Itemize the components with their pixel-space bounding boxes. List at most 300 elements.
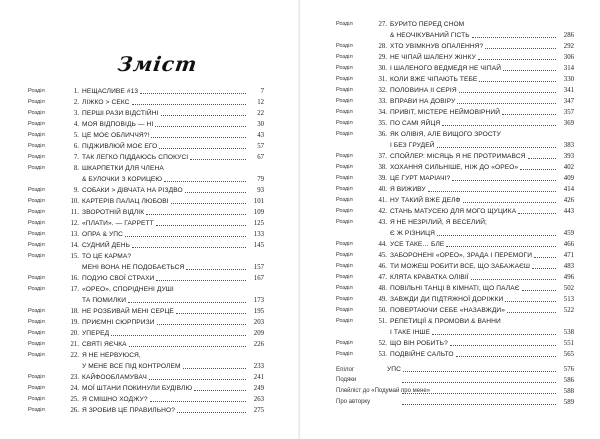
toc-entry bbox=[336, 195, 574, 206]
chapter-number: 48. bbox=[378, 285, 387, 292]
toc-entry bbox=[28, 97, 264, 108]
toc-entry-extra bbox=[336, 397, 574, 408]
chapter-label: Розділ bbox=[336, 43, 353, 49]
chapter-title-line bbox=[82, 86, 248, 97]
page-number: 369 bbox=[563, 120, 574, 127]
toc-entry bbox=[336, 272, 574, 283]
page-number: 383 bbox=[563, 142, 574, 149]
leader-dots bbox=[471, 279, 556, 280]
chapter-title-line bbox=[390, 206, 558, 217]
chapter-title-text: ПО САМІ ЯЙЦЯ bbox=[390, 120, 441, 127]
page-number: 443 bbox=[563, 208, 574, 215]
chapter-title-text: І БЕЗ ГРУДЕЙ bbox=[390, 142, 435, 149]
toc-entry bbox=[336, 316, 574, 338]
chapter-title bbox=[390, 63, 558, 74]
chapter-title-text: І ТАКЕ ІНШЕ bbox=[390, 329, 431, 336]
section-title-line bbox=[387, 364, 558, 375]
page-number: 241 bbox=[253, 374, 264, 381]
chapter-title-line bbox=[390, 96, 558, 107]
toc-entry bbox=[336, 217, 574, 239]
leader-dots bbox=[502, 114, 556, 115]
chapter-title bbox=[82, 317, 248, 328]
chapter-number: 27. bbox=[378, 21, 387, 28]
chapter-number: 10. bbox=[70, 198, 79, 205]
chapter-title-text: Я ВИЖИВУ bbox=[390, 186, 426, 193]
chapter-label: Розділ bbox=[28, 308, 45, 314]
toc-entry bbox=[336, 250, 574, 261]
chapter-number: 37. bbox=[378, 153, 387, 160]
chapter-title-line bbox=[390, 228, 558, 239]
section-label: Про авторку bbox=[336, 399, 371, 405]
page-number: 471 bbox=[563, 252, 574, 259]
chapter-number: 31. bbox=[378, 76, 387, 83]
toc-entry bbox=[28, 141, 264, 152]
chapter-title-line bbox=[82, 251, 248, 262]
chapter-title bbox=[390, 96, 558, 107]
chapter-label: Розділ bbox=[28, 99, 45, 105]
chapter-number: 4. bbox=[73, 121, 79, 128]
leader-dots bbox=[129, 346, 246, 347]
toc-entry bbox=[28, 108, 264, 119]
chapter-number: 29. bbox=[378, 54, 387, 61]
toc-entry bbox=[28, 119, 264, 130]
chapter-title-line bbox=[390, 41, 558, 52]
section-title bbox=[400, 397, 558, 408]
chapter-label: Розділ bbox=[28, 143, 45, 149]
chapter-title-line bbox=[390, 338, 558, 349]
chapter-title-line bbox=[390, 272, 558, 283]
chapter-title bbox=[390, 162, 558, 173]
chapter-title-line bbox=[390, 184, 558, 195]
chapter-title-text: СОБАКИ > ДІВЧАТА НА РІЗДВО bbox=[82, 187, 183, 194]
chapter-label: Розділ bbox=[336, 131, 353, 137]
chapter-title bbox=[82, 152, 248, 163]
toc-entry bbox=[336, 107, 574, 118]
chapter-title bbox=[82, 207, 248, 218]
toc-entry bbox=[336, 74, 574, 85]
chapter-title bbox=[390, 85, 558, 96]
chapter-number: 50. bbox=[378, 307, 387, 314]
toc-entry bbox=[28, 196, 264, 207]
page-number: 347 bbox=[563, 98, 574, 105]
toc-entry bbox=[336, 184, 574, 195]
chapter-title-text: & НЕОЧІКУВАНИЙ ГІСТЬ bbox=[390, 32, 470, 39]
chapter-title-line bbox=[82, 339, 248, 350]
toc-entry bbox=[336, 151, 574, 162]
leader-dots bbox=[463, 202, 556, 203]
chapter-label: Розділ bbox=[336, 120, 353, 126]
leader-dots bbox=[140, 93, 246, 94]
toc-list-left bbox=[28, 86, 264, 416]
leader-dots bbox=[442, 125, 556, 126]
chapter-title-text: І ШАЛЕНОГО ВЕДМЕДЯ НЕ ЧІПАЙ bbox=[390, 65, 502, 72]
chapter-title-text: ПОЛОВИНА ІІ СЕРІЯ bbox=[390, 87, 457, 94]
toc-entry bbox=[28, 339, 264, 350]
toc-entry bbox=[28, 163, 264, 185]
toc-entry bbox=[28, 328, 264, 339]
chapter-title-text: ТАК ЛЕГКО ПІДДАЮСЬ СПОКУСІ bbox=[82, 154, 189, 161]
chapter-title-text: ПІДЖИВЛЮЙ МОЄ ЕГО bbox=[82, 143, 158, 150]
chapter-title-text: ХОХАННЯ СИЛЬНІШЕ, НІЖ ДО «ОРЕО» bbox=[390, 164, 519, 171]
toc-entry bbox=[336, 349, 574, 360]
chapter-number: 19. bbox=[70, 319, 79, 326]
chapter-title-line bbox=[82, 141, 248, 152]
chapter-number: 20. bbox=[70, 330, 79, 337]
chapter-title-text: МЕНІ ВОНА НЕ ПОДОБАЄТЬСЯ bbox=[82, 264, 185, 271]
leader-dots bbox=[478, 59, 556, 60]
leader-dots bbox=[432, 334, 556, 335]
leader-dots bbox=[146, 214, 246, 215]
chapter-title bbox=[82, 119, 248, 130]
chapter-label: Розділ bbox=[28, 286, 45, 292]
toc-entry bbox=[28, 218, 264, 229]
chapter-title-text: Я НЕ НЕЗРІЛИЙ, Я ВЕСЕЛИЙ; bbox=[390, 219, 487, 226]
leader-dots bbox=[507, 312, 556, 313]
section-title-text: УПС bbox=[387, 366, 401, 373]
leader-dots bbox=[177, 412, 246, 413]
chapter-number: 7. bbox=[73, 154, 79, 161]
page-number: 249 bbox=[253, 385, 264, 392]
leader-dots bbox=[534, 257, 556, 258]
chapter-title-line bbox=[390, 283, 558, 294]
leader-dots bbox=[185, 192, 246, 193]
leader-dots bbox=[528, 158, 556, 159]
page-number: 195 bbox=[253, 308, 264, 315]
page-number: 145 bbox=[253, 242, 264, 249]
chapter-title bbox=[82, 185, 248, 196]
chapter-label: Розділ bbox=[28, 341, 45, 347]
toc-entry bbox=[28, 405, 264, 416]
chapter-title-text: У МЕНЕ ВСЕ ПІД КОНТРОЛЕМ bbox=[82, 363, 181, 370]
chapter-title-text: ПЕРШІ РАЗИ ВІДСТІЙНІ bbox=[82, 110, 159, 117]
chapter-title-text: МОЯ ВІДПОВІДЬ — НІ bbox=[82, 121, 154, 128]
chapter-label: Розділ bbox=[336, 98, 353, 104]
chapter-title-line bbox=[82, 361, 248, 372]
chapter-number: 23. bbox=[70, 374, 79, 381]
chapter-title bbox=[390, 195, 558, 206]
leader-dots bbox=[190, 159, 246, 160]
leader-dots bbox=[183, 368, 246, 369]
chapter-number: 17. bbox=[70, 286, 79, 293]
toc-entry-epilog bbox=[336, 364, 574, 375]
page-number: 357 bbox=[563, 109, 574, 116]
chapter-title bbox=[390, 41, 558, 52]
chapter-title bbox=[82, 141, 248, 152]
chapter-title bbox=[82, 240, 248, 251]
leader-dots bbox=[132, 247, 246, 248]
page-number: 109 bbox=[253, 209, 264, 216]
chapter-number: 2. bbox=[73, 99, 79, 106]
chapter-title-text: Я ЗРОБИВ ЦЕ ПРАВИЛЬНО? bbox=[82, 407, 176, 414]
chapter-number: 35. bbox=[378, 120, 387, 127]
page-number: 522 bbox=[563, 307, 574, 314]
leader-dots bbox=[150, 401, 246, 402]
page-number: 286 bbox=[563, 32, 574, 39]
chapter-title-text: ЦЕ ГУРТ МАРІАЧІ? bbox=[390, 175, 451, 182]
chapter-title-line bbox=[390, 140, 558, 151]
chapter-label: Розділ bbox=[28, 242, 45, 248]
chapter-title-text: Є Ж РІЗНИЦЯ bbox=[390, 230, 435, 237]
chapter-number: 47. bbox=[378, 274, 387, 281]
chapter-number: 32. bbox=[378, 87, 387, 94]
leader-dots bbox=[452, 180, 556, 181]
chapter-title bbox=[82, 163, 248, 185]
toc-entry bbox=[28, 372, 264, 383]
chapter-title-line bbox=[82, 317, 248, 328]
chapter-title-line bbox=[390, 239, 558, 250]
toc-entry bbox=[28, 240, 264, 251]
chapter-title-line bbox=[82, 218, 248, 229]
chapter-title-line bbox=[82, 229, 248, 240]
chapter-title bbox=[390, 250, 558, 261]
page-number: 133 bbox=[253, 231, 264, 238]
leader-dots bbox=[176, 313, 246, 314]
toc-entry bbox=[336, 283, 574, 294]
chapter-number: 6. bbox=[73, 143, 79, 150]
chapter-title bbox=[82, 328, 248, 339]
chapter-title bbox=[82, 339, 248, 350]
toc-entry bbox=[28, 130, 264, 141]
chapter-title bbox=[82, 306, 248, 317]
chapter-label: Розділ bbox=[28, 253, 45, 259]
page-number: 426 bbox=[563, 197, 574, 204]
chapter-number: 11. bbox=[70, 209, 79, 216]
chapter-title-text: ВПРАВИ НА ДОВІРУ bbox=[390, 98, 456, 105]
chapter-title bbox=[390, 338, 558, 349]
page-number: 513 bbox=[563, 296, 574, 303]
page-number: 292 bbox=[563, 43, 574, 50]
chapter-title-line bbox=[82, 295, 248, 306]
toc-entry bbox=[28, 152, 264, 163]
chapter-title-line bbox=[82, 97, 248, 108]
chapter-number: 26. bbox=[70, 407, 79, 414]
chapter-label: Розділ bbox=[336, 340, 353, 346]
page-number: 466 bbox=[563, 241, 574, 248]
chapter-title bbox=[82, 130, 248, 141]
chapter-label: Розділ bbox=[28, 407, 45, 413]
leader-dots bbox=[128, 302, 246, 303]
chapter-title-line bbox=[82, 273, 248, 284]
chapter-title-line bbox=[82, 262, 248, 273]
chapter-title-line bbox=[390, 52, 558, 63]
chapter-title-text: ЗАБОРОНЕНІ «ОРЕО», ЗРАДА І ПЕРЕМОГИ bbox=[390, 252, 533, 259]
toc-entry-extra bbox=[336, 375, 574, 386]
page-number: 576 bbox=[563, 366, 574, 373]
section-title-line bbox=[400, 386, 558, 397]
chapter-title-text: СТАНЬ МАТУСЕЮ ДЛЯ МОГО ЩУЦИКА bbox=[390, 208, 517, 215]
chapter-label: Розділ bbox=[28, 88, 45, 94]
chapter-title bbox=[390, 261, 558, 272]
chapter-title-line bbox=[82, 394, 248, 405]
chapter-number: 46. bbox=[378, 263, 387, 270]
leader-dots bbox=[132, 104, 246, 105]
chapter-label: Розділ bbox=[336, 307, 353, 313]
toc-entry bbox=[336, 294, 574, 305]
leader-dots bbox=[518, 213, 556, 214]
chapter-number: 5. bbox=[73, 132, 79, 139]
chapter-title-text: ЩО ВІН РОБИТЬ? bbox=[390, 340, 448, 347]
chapter-number: 13. bbox=[70, 231, 79, 238]
chapter-label: Розділ bbox=[336, 65, 353, 71]
page-number: 157 bbox=[253, 264, 264, 271]
page-number: 263 bbox=[253, 396, 264, 403]
chapter-title bbox=[390, 316, 558, 338]
chapter-title bbox=[82, 383, 248, 394]
toc-entry bbox=[336, 173, 574, 184]
chapter-title-text: ЛІЖКО > СЕКС bbox=[82, 99, 130, 106]
toc-entry bbox=[336, 261, 574, 272]
leader-dots bbox=[503, 70, 556, 71]
toc-entry bbox=[28, 317, 264, 328]
chapter-title bbox=[390, 239, 558, 250]
chapter-label: Розділ bbox=[336, 241, 353, 247]
leader-dots bbox=[402, 404, 556, 405]
chapter-title bbox=[82, 218, 248, 229]
chapter-title-line bbox=[82, 350, 248, 361]
chapter-label: Розділ bbox=[28, 132, 45, 138]
chapter-title-text: «ОРЕО», СПОРІДНЕНІ ДУШІ bbox=[82, 286, 174, 293]
leader-dots bbox=[403, 371, 556, 372]
chapter-number: 18. bbox=[70, 308, 79, 315]
chapter-label: Розділ bbox=[336, 76, 353, 82]
leader-dots bbox=[456, 356, 556, 357]
chapter-label: Розділ bbox=[28, 220, 45, 226]
chapter-label: Розділ bbox=[336, 87, 353, 93]
chapter-title bbox=[82, 394, 248, 405]
chapter-number: 52. bbox=[378, 340, 387, 347]
chapter-label: Розділ bbox=[28, 198, 45, 204]
chapter-title-line bbox=[82, 405, 248, 416]
leader-dots bbox=[151, 137, 246, 138]
chapter-title-text: СПОЙЛЕР: МІСЯЦЬ Я НЕ ПРОТРИМАВСЯ bbox=[390, 153, 526, 160]
chapter-title-text: ОПРА & УПС bbox=[82, 231, 123, 238]
chapter-title bbox=[390, 217, 558, 239]
section-label: Плейліст до «Подумай про мене» bbox=[336, 388, 431, 394]
chapter-title-text: ТА ПОМИЛКИ bbox=[82, 297, 127, 304]
chapter-number: 39. bbox=[378, 175, 387, 182]
chapter-title bbox=[390, 129, 558, 151]
page-number: 12 bbox=[257, 99, 264, 106]
chapter-title-line bbox=[82, 240, 248, 251]
toc-entry bbox=[28, 251, 264, 273]
chapter-title-text: СВЯТІ ЯЄЧКА bbox=[82, 341, 127, 348]
toc-entry bbox=[28, 185, 264, 196]
page-number: 306 bbox=[563, 54, 574, 61]
chapter-number: 38. bbox=[378, 164, 387, 171]
chapter-title bbox=[390, 74, 558, 85]
chapter-label: Розділ bbox=[28, 275, 45, 281]
toc-entry bbox=[336, 52, 574, 63]
chapter-title-text: ЦЕ МОЄ ОБЛИЧЧЯ?! bbox=[82, 132, 150, 139]
page-number: 233 bbox=[253, 363, 264, 370]
toc-entry bbox=[28, 86, 264, 97]
chapter-label: Розділ bbox=[336, 263, 353, 269]
chapter-title-line bbox=[82, 306, 248, 317]
chapter-number: 33. bbox=[378, 98, 387, 105]
page-number: 43 bbox=[257, 132, 264, 139]
chapter-number: 28. bbox=[378, 43, 387, 50]
chapter-number: 22. bbox=[70, 352, 79, 359]
chapter-label: Розділ bbox=[336, 274, 353, 280]
chapter-title bbox=[82, 229, 248, 240]
chapter-title-line bbox=[390, 327, 558, 338]
leader-dots bbox=[156, 280, 246, 281]
chapter-title bbox=[82, 251, 248, 273]
leader-dots bbox=[164, 181, 246, 182]
page-number: 30 bbox=[257, 121, 264, 128]
leader-dots bbox=[402, 382, 556, 383]
page-number: 22 bbox=[257, 110, 264, 117]
chapter-title-line bbox=[390, 316, 558, 327]
page-number: 588 bbox=[563, 388, 574, 395]
chapter-label: Розділ bbox=[336, 208, 353, 214]
toc-entry bbox=[28, 306, 264, 317]
section-label: Подяки bbox=[336, 377, 357, 383]
chapter-number: 49. bbox=[378, 296, 387, 303]
chapter-title-text: ЯК ОЛІВІЯ, АЛЕ ВИЩОГО ЗРОСТУ bbox=[390, 131, 501, 138]
chapter-label: Розділ bbox=[28, 231, 45, 237]
page-number: 57 bbox=[257, 143, 264, 150]
chapter-title-text: ПОДВІЙНЕ САЛЬТО bbox=[390, 351, 454, 358]
chapter-title-line bbox=[390, 349, 558, 360]
chapter-title bbox=[390, 184, 558, 195]
chapter-label: Розділ bbox=[336, 175, 353, 181]
chapter-title bbox=[82, 405, 248, 416]
chapter-title-line bbox=[390, 85, 558, 96]
chapter-title-line bbox=[390, 19, 558, 30]
chapter-title-text: КЛЯТА КРАВАТКА ОЛІВІЇ bbox=[390, 274, 469, 281]
chapter-title-line bbox=[82, 207, 248, 218]
leader-dots bbox=[186, 269, 246, 270]
chapter-number: 40. bbox=[378, 186, 387, 193]
chapter-title-line bbox=[390, 173, 558, 184]
page-number: 483 bbox=[563, 263, 574, 270]
chapter-number: 14. bbox=[70, 242, 79, 249]
chapter-title bbox=[82, 372, 248, 383]
toc-entry bbox=[28, 273, 264, 284]
leader-dots bbox=[155, 126, 246, 127]
chapter-title-text: ПРИЄМНІ СЮРПРИЗИ bbox=[82, 319, 155, 326]
chapter-label: Розділ bbox=[336, 351, 353, 357]
chapter-title-text: Я НЕ НЕРВУЮСЯ, bbox=[82, 352, 141, 359]
chapter-title-line bbox=[390, 107, 558, 118]
chapter-title-text: МОЇ ШТАНИ ПОКИНУЛИ БУДІВЛЮ bbox=[82, 385, 193, 392]
chapter-title bbox=[390, 107, 558, 118]
chapter-number: 3. bbox=[73, 110, 79, 117]
section-title bbox=[387, 364, 558, 375]
chapter-number: 45. bbox=[378, 252, 387, 259]
leader-dots bbox=[520, 169, 556, 170]
chapter-label: Розділ bbox=[336, 219, 353, 225]
chapter-title-line bbox=[390, 294, 558, 305]
leader-dots bbox=[457, 103, 556, 104]
chapter-title bbox=[82, 350, 248, 372]
toc-entry bbox=[28, 350, 264, 372]
toc-entry bbox=[336, 85, 574, 96]
toc-entry bbox=[336, 129, 574, 151]
page-number: 79 bbox=[257, 176, 264, 183]
chapter-title-line bbox=[390, 261, 558, 272]
chapter-label: Розділ bbox=[28, 319, 45, 325]
chapter-label: Розділ bbox=[336, 252, 353, 258]
chapter-title-line bbox=[390, 217, 558, 228]
chapter-title-line bbox=[82, 185, 248, 196]
chapter-label: Розділ bbox=[28, 121, 45, 127]
chapter-title-text: ТИ МОЖЕШ РОБИТИ ВСЕ, ЩО ЗАБАЖАЄШ bbox=[390, 263, 531, 270]
chapter-title bbox=[390, 272, 558, 283]
chapter-label: Розділ bbox=[28, 385, 45, 391]
page-number: 589 bbox=[563, 399, 574, 406]
